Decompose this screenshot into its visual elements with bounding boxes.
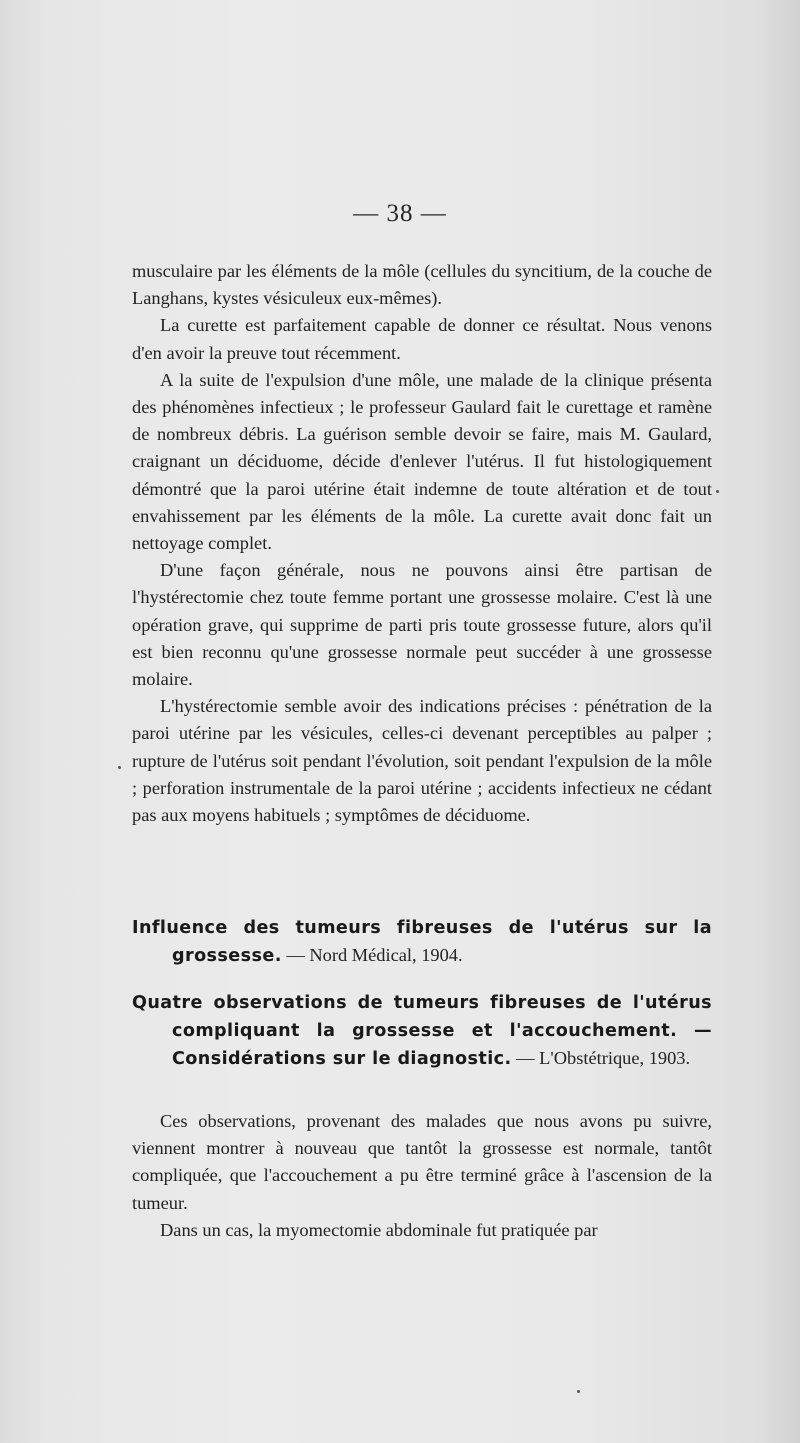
paragraph-3: A la suite de l'expulsion d'une môle, une malade de la clinique présenta des phénomènes infectieux ; le professeur Gaulard fait le curettage et ramène de nombreux débris. La guérison semble devoir se faire, mais M. Gaulard, craignant un déciduome, décide d'enlever l'utérus. Il fut histologiquement démontré que la paroi utérine était indemne de toute altération et de tout envahissement par les éléments de la môle. La curette avait donc fait un nettoyage complet. bbox=[132, 369, 712, 554]
paragraph-2: La curette est parfaitement capable de donner ce résultat. Nous venons d'en avoir la preuve tout récemment. bbox=[132, 315, 712, 363]
paper-speck bbox=[716, 490, 719, 493]
entry-2-title: Quatre observations de tumeurs fibreuses de l'utérus compliquant la grossesse et l'accouchement. — Considérations sur le diagnostic. bbox=[132, 993, 712, 1070]
paragraph-6: Ces observations, provenant des malades que nous avons pu suivre, viennent montrer à nouveau que tantôt la grossesse est normale, tantôt compliquée, que l'accouchement a pu être terminé grâce à l'ascension de la tumeur. bbox=[132, 1111, 712, 1213]
paragraph-1: musculaire par les éléments de la môle (cellules du syncitium, de la couche de Langhans, kystes vésiculeux eux-mêmes). bbox=[132, 261, 712, 309]
bibliography-entry-1 bbox=[132, 914, 712, 970]
paper-speck bbox=[118, 766, 121, 769]
paragraph-7: Dans un cas, la myomectomie abdominale fut pratiquée par bbox=[160, 1219, 598, 1240]
entry-2-source: — L'Obstétrique, 1903. bbox=[511, 1048, 691, 1069]
paper-speck bbox=[577, 1390, 580, 1393]
page-number: — 38 — bbox=[353, 200, 447, 227]
paragraph-4: D'une façon générale, nous ne pouvons ainsi être partisan de l'hystérectomie chez toute femme portant une grossesse molaire. C'est là une opération grave, qui supprime de parti pris toute grossesse future, alors qu'il est bien reconnu qu'une grossesse normale peut succéder à une grossesse molaire. bbox=[132, 560, 712, 690]
paragraph-5: L'hystérectomie semble avoir des indications précises : pénétration de la paroi utérine par les vésicules, celles-ci devenant perceptibles au palper ; rupture de l'utérus soit pendant l'évolution, soit pendant l'expulsion de la môle ; perforation instrumentale de la paroi utérine ; accidents infectieux ne cédant pas aux moyens habituels ; symptômes de déciduome. bbox=[132, 696, 712, 826]
bibliography-entry-2 bbox=[132, 989, 712, 1074]
body-text-top bbox=[132, 258, 712, 829]
body-text-bottom bbox=[132, 1108, 712, 1244]
entry-1-source: — Nord Médical, 1904. bbox=[281, 945, 463, 966]
entry-1-title: Influence des tumeurs fibreuses de l'utérus sur la grossesse. bbox=[132, 918, 712, 967]
